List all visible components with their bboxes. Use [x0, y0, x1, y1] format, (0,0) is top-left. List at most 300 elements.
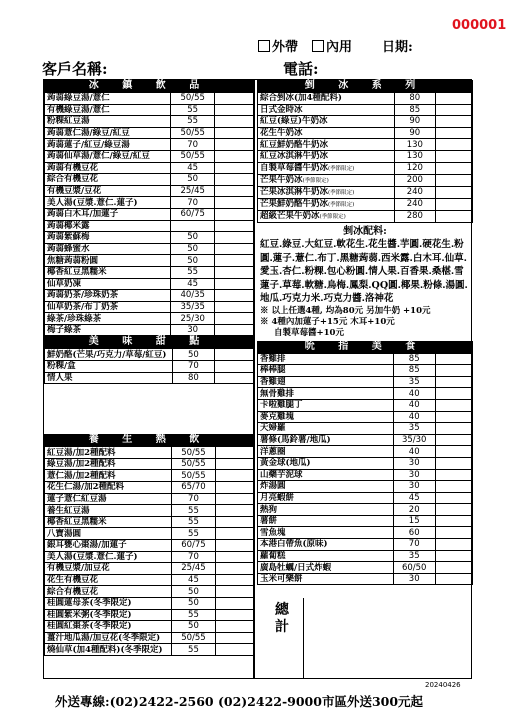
takeout-option[interactable]: 外帶 — [258, 36, 298, 55]
menu-row[interactable] — [45, 621, 254, 633]
menu-row[interactable] — [258, 376, 473, 388]
item-price: 80 — [394, 93, 436, 105]
quantity-cell[interactable] — [215, 150, 254, 162]
order-serial-number: 000001 — [452, 18, 507, 33]
health-drinks-table — [44, 446, 254, 656]
seasonal-tag: (季節限定) — [328, 201, 355, 208]
item-price: 30 — [393, 481, 435, 493]
toppings-title: 剉冰配料: — [343, 225, 387, 237]
menu-row[interactable] — [258, 562, 473, 574]
menu-row[interactable] — [45, 197, 254, 209]
item-name: 紅豆湯/加2種配料 — [45, 447, 172, 459]
item-price: 90 — [394, 127, 436, 139]
item-price: 85 — [393, 353, 435, 365]
item-name: 玉米可樂餅 — [258, 573, 394, 585]
quantity-cell[interactable] — [435, 527, 472, 539]
quantity-cell[interactable] — [435, 446, 472, 458]
item-name: 鮮奶酪(芒果/巧克力/草莓/紅豆) — [45, 349, 173, 361]
menu-row[interactable] — [45, 540, 254, 552]
quantity-cell[interactable] — [435, 562, 472, 574]
item-name: 本港白帶魚(原味) — [258, 539, 394, 551]
toppings-note-1: ※ 以上任選4種, 均為80元 另加牛奶 +10元 — [260, 305, 431, 316]
menu-row[interactable] — [45, 162, 254, 174]
quantity-cell[interactable] — [436, 93, 473, 105]
menu-row[interactable] — [45, 458, 254, 470]
menu-row[interactable] — [258, 492, 473, 504]
item-price: 60 — [393, 527, 435, 539]
quantity-cell[interactable] — [215, 574, 253, 586]
item-price: 35/35 — [171, 301, 215, 313]
item-price: 55 — [171, 116, 215, 128]
quantity-cell[interactable] — [435, 388, 472, 400]
quantity-cell[interactable] — [435, 515, 472, 527]
menu-row[interactable] — [45, 609, 254, 621]
item-price: 85 — [394, 104, 436, 116]
menu-row[interactable] — [45, 278, 254, 290]
blank-rows — [44, 384, 254, 434]
menu-row[interactable] — [258, 93, 473, 105]
customer-name-label: 客戶名稱: — [42, 60, 108, 78]
quantity-cell[interactable] — [215, 290, 254, 302]
item-name: 香雞排 — [258, 353, 394, 365]
menu-row[interactable] — [258, 210, 473, 222]
menu-row[interactable] — [258, 174, 473, 186]
item-name: 有機綠豆湯/薏仁 — [45, 104, 171, 116]
item-name: 花生有機豆花 — [45, 574, 172, 586]
toppings-block — [257, 223, 473, 341]
quantity-cell[interactable] — [215, 208, 254, 220]
item-name: 蒟蒻仙草湯/薏仁/綠豆/紅豆 — [45, 150, 171, 162]
item-price: 35 — [393, 550, 435, 562]
item-name: 蓮子薏仁紅豆湯 — [45, 493, 172, 505]
quantity-cell[interactable] — [436, 104, 473, 116]
quantity-cell[interactable] — [215, 505, 253, 517]
item-price: 70 — [171, 197, 215, 209]
quantity-cell[interactable] — [436, 162, 473, 174]
menu-row[interactable] — [45, 93, 254, 105]
toppings-note-2: ※ 4種內加蓮子+15元 木耳+10元 — [260, 316, 395, 327]
item-price: 40 — [393, 446, 435, 458]
item-name: 情人果 — [45, 372, 173, 384]
quantity-cell[interactable] — [436, 127, 473, 139]
menu-row[interactable] — [45, 644, 254, 656]
menu-row[interactable] — [45, 232, 254, 244]
menu-row[interactable] — [258, 365, 473, 377]
quantity-cell[interactable] — [215, 139, 254, 151]
item-name: 燒仙草(加4種配料)(冬季限定) — [45, 644, 172, 656]
quantity-cell[interactable] — [215, 447, 253, 459]
menu-row[interactable] — [258, 411, 473, 423]
total-divider — [303, 598, 304, 678]
quantity-cell[interactable] — [435, 481, 472, 493]
item-name: 粉粿紅豆湯 — [45, 116, 171, 128]
item-name: 天婦羅 — [258, 423, 394, 435]
item-price: 50 — [172, 349, 214, 361]
seasonal-tag: (季節限定) — [302, 177, 329, 184]
item-price: 90 — [394, 116, 436, 128]
item-price: 50/55 — [172, 458, 215, 470]
quantity-cell[interactable] — [436, 210, 473, 222]
item-price: 20 — [393, 504, 435, 516]
menu-row[interactable] — [258, 150, 473, 162]
health-drinks-header: 養 生 熱 飲 — [44, 434, 254, 446]
item-price: 50/55 — [171, 150, 215, 162]
item-name: 梅子綠茶 — [45, 324, 171, 336]
item-price: 65/70 — [172, 482, 215, 494]
quantity-cell[interactable] — [215, 361, 254, 373]
print-date: 20240426 — [425, 681, 461, 689]
item-name: 芒果鮮奶酪牛奶冰(季節限定) — [258, 198, 395, 210]
quantity-cell[interactable] — [215, 563, 253, 575]
menu-row[interactable] — [45, 482, 254, 494]
menu-row[interactable] — [258, 162, 473, 174]
item-price: 45 — [393, 492, 435, 504]
item-name: 黃金球(地瓜) — [258, 457, 394, 469]
quantity-cell[interactable] — [436, 150, 473, 162]
item-name: 紅豆鮮奶酪牛奶冰 — [258, 139, 395, 151]
item-price: 15 — [393, 515, 435, 527]
item-name: 薑汁地瓜湯/加豆花(冬季限定) — [45, 632, 172, 644]
quantity-cell[interactable] — [215, 243, 254, 255]
item-price: 50 — [171, 174, 215, 186]
quantity-cell[interactable] — [215, 470, 253, 482]
menu-row[interactable] — [258, 139, 473, 151]
item-name: 八寶湯圓 — [45, 528, 172, 540]
menu-row[interactable] — [258, 116, 473, 128]
item-name: 蘿蔔糕 — [258, 550, 394, 562]
quantity-cell[interactable] — [215, 162, 254, 174]
item-price: 55 — [172, 516, 215, 528]
item-name: 熱狗 — [258, 504, 394, 516]
quantity-cell[interactable] — [435, 550, 472, 562]
menu-row[interactable] — [45, 313, 254, 325]
takeout-checkbox[interactable] — [258, 40, 270, 52]
menu-row[interactable] — [45, 563, 254, 575]
quantity-cell[interactable] — [215, 621, 253, 633]
item-name: 花生仁湯/加2種配料 — [45, 482, 172, 494]
item-price: 30 — [393, 457, 435, 469]
item-price: 50 — [172, 621, 215, 633]
quantity-cell[interactable] — [215, 278, 254, 290]
menu-row[interactable] — [45, 470, 254, 482]
item-name: 蒟蒻綠豆湯/薏仁 — [45, 93, 171, 105]
menu-row[interactable] — [258, 457, 473, 469]
menu-row[interactable] — [258, 127, 473, 139]
item-price: 40/35 — [171, 290, 215, 302]
quantity-cell[interactable] — [215, 493, 253, 505]
menu-row[interactable] — [45, 174, 254, 186]
item-name: 養生紅豆湯 — [45, 505, 172, 517]
item-price: 55 — [172, 505, 215, 517]
right-column — [257, 80, 473, 635]
quantity-cell[interactable] — [215, 313, 254, 325]
menu-row[interactable] — [45, 266, 254, 278]
menu-row[interactable] — [258, 515, 473, 527]
menu-row[interactable] — [45, 516, 254, 528]
menu-row[interactable] — [258, 446, 473, 458]
menu-row[interactable] — [45, 372, 254, 384]
item-price: 60/75 — [172, 540, 215, 552]
item-price: 55 — [171, 266, 215, 278]
quantity-cell[interactable] — [215, 609, 253, 621]
item-name: 蒟蒻紫蘇梅 — [45, 232, 171, 244]
menu-row[interactable] — [258, 198, 473, 210]
menu-row[interactable] — [45, 447, 254, 459]
item-price: 50 — [171, 243, 215, 255]
item-price: 50 — [172, 597, 215, 609]
quantity-cell[interactable] — [215, 372, 254, 384]
menu-row[interactable] — [45, 597, 254, 609]
quantity-cell[interactable] — [215, 255, 254, 267]
item-name: 有機豆漿/加豆花 — [45, 563, 172, 575]
item-price: 40 — [393, 411, 435, 423]
item-name: 薯餅 — [258, 515, 394, 527]
toppings-note-3: 自製草莓醬+10元 — [274, 327, 344, 338]
quantity-cell[interactable] — [435, 365, 472, 377]
quantity-cell[interactable] — [435, 434, 472, 446]
quantity-cell[interactable] — [435, 539, 472, 551]
shaved-ice-header: 剉 冰 系 列 — [257, 80, 473, 92]
quantity-cell[interactable] — [435, 423, 472, 435]
menu-row[interactable] — [45, 551, 254, 563]
item-name: 綠茶/珍珠綠茶 — [45, 313, 171, 325]
menu-row[interactable] — [258, 504, 473, 516]
quantity-cell[interactable] — [215, 266, 254, 278]
item-price: 30 — [171, 324, 215, 336]
menu-row[interactable] — [258, 550, 473, 562]
menu-row[interactable] — [45, 574, 254, 586]
toppings-list: 紅豆.綠豆.大紅豆.軟花生.花生醬.芋圓.硬花生.粉圓.蓮子.薏仁.布丁.黑糖蒟蒻.西米露.白木耳.仙草.愛玉.杏仁.粉粿.包心粉圓.情人果.百香果.桑椹.雪蓮子.草莓.軟糖.烏梅.鳳梨.QQ圓.椰果.粉條.湯圓.地瓜.巧克力米.巧克力醬.洛神花 — [260, 239, 468, 305]
quantity-cell[interactable] — [215, 185, 254, 197]
menu-row[interactable] — [45, 290, 254, 302]
item-price: 30 — [393, 573, 435, 585]
quantity-cell[interactable] — [215, 116, 254, 128]
item-name: 仙草奶凍 — [45, 278, 171, 290]
quantity-cell[interactable] — [215, 232, 254, 244]
quantity-cell[interactable] — [215, 127, 254, 139]
quantity-cell[interactable] — [215, 528, 253, 540]
item-price: 70 — [393, 539, 435, 551]
quantity-cell[interactable] — [215, 482, 253, 494]
item-price: 45 — [172, 574, 215, 586]
quantity-cell[interactable] — [436, 116, 473, 128]
item-name: 紅豆(綠豆)牛奶冰 — [258, 116, 395, 128]
item-name: 棒棒腿 — [258, 365, 394, 377]
item-name: 桂圓紅棗茶(冬季限定) — [45, 621, 172, 633]
menu-row[interactable] — [45, 104, 254, 116]
item-price: 45 — [171, 162, 215, 174]
item-price: 50 — [171, 232, 215, 244]
item-name: 月亮蝦餅 — [258, 492, 394, 504]
menu-row[interactable] — [45, 150, 254, 162]
item-name: 桂圓紫米粥(冬季限定) — [45, 609, 172, 621]
item-price: 50/55 — [171, 93, 215, 105]
item-price: 50/55 — [172, 447, 215, 459]
item-name: 自製草莓醬牛奶冰(季節限定) — [258, 162, 395, 174]
seasonal-tag: (季節限定) — [328, 189, 355, 196]
menu-row[interactable] — [45, 505, 254, 517]
quantity-cell[interactable] — [215, 104, 254, 116]
phone-label: 電話: — [283, 60, 319, 78]
seasonal-tag: (季節限定) — [328, 165, 355, 172]
item-price: 70 — [171, 139, 215, 151]
quantity-cell[interactable] — [215, 551, 253, 563]
menu-row[interactable] — [258, 353, 473, 365]
quantity-cell[interactable] — [435, 573, 472, 585]
item-name: 香雞翅 — [258, 376, 394, 388]
quantity-cell[interactable] — [215, 586, 253, 598]
item-price: 55 — [172, 609, 215, 621]
snacks-header: 吮 指 美 食 — [257, 341, 473, 353]
menu-row[interactable] — [45, 127, 254, 139]
item-name: 銀耳甕心棗湯/加蓮子 — [45, 540, 172, 552]
item-price: 35 — [393, 423, 435, 435]
item-name: 蒟蒻薏仁湯/綠豆/紅豆 — [45, 127, 171, 139]
item-name: 花生牛奶冰 — [258, 127, 395, 139]
quantity-cell[interactable] — [436, 139, 473, 151]
quantity-cell[interactable] — [215, 644, 253, 656]
quantity-cell[interactable] — [215, 540, 253, 552]
quantity-cell[interactable] — [435, 469, 472, 481]
menu-row[interactable] — [45, 208, 254, 220]
quantity-cell[interactable] — [215, 597, 253, 609]
quantity-cell[interactable] — [215, 349, 254, 361]
item-name: 卡啦雞腿丁 — [258, 399, 394, 411]
item-price: 240 — [394, 198, 436, 210]
item-price: 50/55 — [171, 127, 215, 139]
menu-row[interactable] — [258, 423, 473, 435]
item-price: 55 — [172, 528, 215, 540]
order-sheet — [43, 79, 472, 679]
item-price: 35/30 — [393, 434, 435, 446]
item-price: 85 — [393, 365, 435, 377]
item-price: 120 — [394, 162, 436, 174]
menu-row[interactable] — [45, 243, 254, 255]
item-price: 70 — [172, 361, 214, 373]
quantity-cell[interactable] — [215, 174, 254, 186]
item-name: 蒟蒻蜂蜜水 — [45, 243, 171, 255]
quantity-cell[interactable] — [215, 632, 253, 644]
dinein-option[interactable]: 內用 — [312, 36, 352, 55]
menu-row[interactable] — [258, 481, 473, 493]
menu-row[interactable] — [258, 539, 473, 551]
quantity-cell[interactable] — [215, 220, 254, 232]
menu-row[interactable] — [45, 349, 254, 361]
item-name: 雪魚塊 — [258, 527, 394, 539]
menu-row[interactable] — [258, 434, 473, 446]
quantity-cell[interactable] — [435, 492, 472, 504]
item-name: 炸湯圓 — [258, 481, 394, 493]
menu-row[interactable] — [45, 632, 254, 644]
item-name: 有機豆漿/豆花 — [45, 185, 171, 197]
delivery-hotline: 外送專線:(02)2422-2560 (02)2422-9000市區外送300元起 — [55, 694, 424, 709]
item-name: 焦糖蒟蒻粉圓 — [45, 255, 171, 267]
quantity-cell[interactable] — [435, 504, 472, 516]
quantity-cell[interactable] — [435, 376, 472, 388]
menu-row[interactable] — [45, 255, 254, 267]
item-price: 200 — [394, 174, 436, 186]
menu-row[interactable] — [45, 301, 254, 313]
item-price: 240 — [394, 186, 436, 198]
iced-drinks-header: 冰 鎮 飲 品 — [44, 80, 254, 92]
menu-row[interactable] — [45, 528, 254, 540]
menu-row[interactable] — [45, 586, 254, 598]
menu-row[interactable] — [45, 116, 254, 128]
item-name: 美人湯(豆漿.薏仁.蓮子) — [45, 197, 171, 209]
item-name: 薯條(馬鈴薯/地瓜) — [258, 434, 394, 446]
quantity-cell[interactable] — [215, 324, 254, 336]
item-name: 蒟蒻白木耳/加蓮子 — [45, 208, 171, 220]
item-name: 椰香紅豆黑糯米 — [45, 266, 171, 278]
item-name: 綜合有機豆花 — [45, 586, 172, 598]
menu-row[interactable] — [258, 573, 473, 585]
quantity-cell[interactable] — [215, 516, 253, 528]
menu-row[interactable] — [45, 220, 254, 232]
item-price: 70 — [172, 551, 215, 563]
item-price: 60/75 — [171, 208, 215, 220]
menu-row[interactable] — [45, 185, 254, 197]
menu-row[interactable] — [258, 104, 473, 116]
item-name: 蒟蒻蓮子/紅豆/綠豆湯 — [45, 139, 171, 151]
item-name: 紅豆冰淇淋牛奶冰 — [258, 150, 395, 162]
item-price: 280 — [394, 210, 436, 222]
quantity-cell[interactable] — [215, 197, 254, 209]
item-price: 55 — [171, 104, 215, 116]
menu-row[interactable] — [258, 469, 473, 481]
item-name: 廣島牡蠣/日式炸蝦 — [258, 562, 394, 574]
item-price: 80 — [172, 372, 214, 384]
item-name: 麥克雞塊 — [258, 411, 394, 423]
menu-row[interactable] — [45, 139, 254, 151]
quantity-cell[interactable] — [435, 353, 472, 365]
dinein-checkbox[interactable] — [312, 40, 324, 52]
item-name: 粉粿/盒 — [45, 361, 173, 373]
quantity-cell[interactable] — [436, 198, 473, 210]
quantity-cell[interactable] — [215, 458, 253, 470]
quantity-cell[interactable] — [435, 411, 472, 423]
item-price: 50 — [172, 586, 215, 598]
item-name: 蒟蒻奶茶/珍珠奶茶 — [45, 290, 171, 302]
item-price: 130 — [394, 150, 436, 162]
item-name: 日式金時冰 — [258, 104, 395, 116]
item-price: 30 — [393, 469, 435, 481]
item-name: 綜合有機豆花 — [45, 174, 171, 186]
menu-row[interactable] — [45, 361, 254, 373]
menu-row[interactable] — [258, 388, 473, 400]
item-price: 40 — [393, 388, 435, 400]
item-name: 桂圓蓮母茶(冬季限定) — [45, 597, 172, 609]
item-name: 洋蔥圈 — [258, 446, 394, 458]
menu-row[interactable] — [258, 399, 473, 411]
quantity-cell[interactable] — [435, 399, 472, 411]
quantity-cell[interactable] — [215, 93, 254, 105]
item-price: 25/30 — [171, 313, 215, 325]
item-name: 綜合剉冰(加4種配料) — [258, 93, 395, 105]
item-name: 蒟蒻椰米露 — [45, 220, 171, 232]
menu-row[interactable] — [45, 324, 254, 336]
item-price: 130 — [394, 139, 436, 151]
menu-row[interactable] — [45, 493, 254, 505]
item-name: 蒟蒻有機豆花 — [45, 162, 171, 174]
menu-row[interactable] — [258, 527, 473, 539]
quantity-cell[interactable] — [215, 301, 254, 313]
item-price: 70 — [172, 493, 215, 505]
quantity-cell[interactable] — [435, 457, 472, 469]
quantity-cell[interactable] — [436, 174, 473, 186]
quantity-cell[interactable] — [436, 186, 473, 198]
item-name: 椰香紅豆黑糯米 — [45, 516, 172, 528]
menu-row[interactable] — [258, 186, 473, 198]
